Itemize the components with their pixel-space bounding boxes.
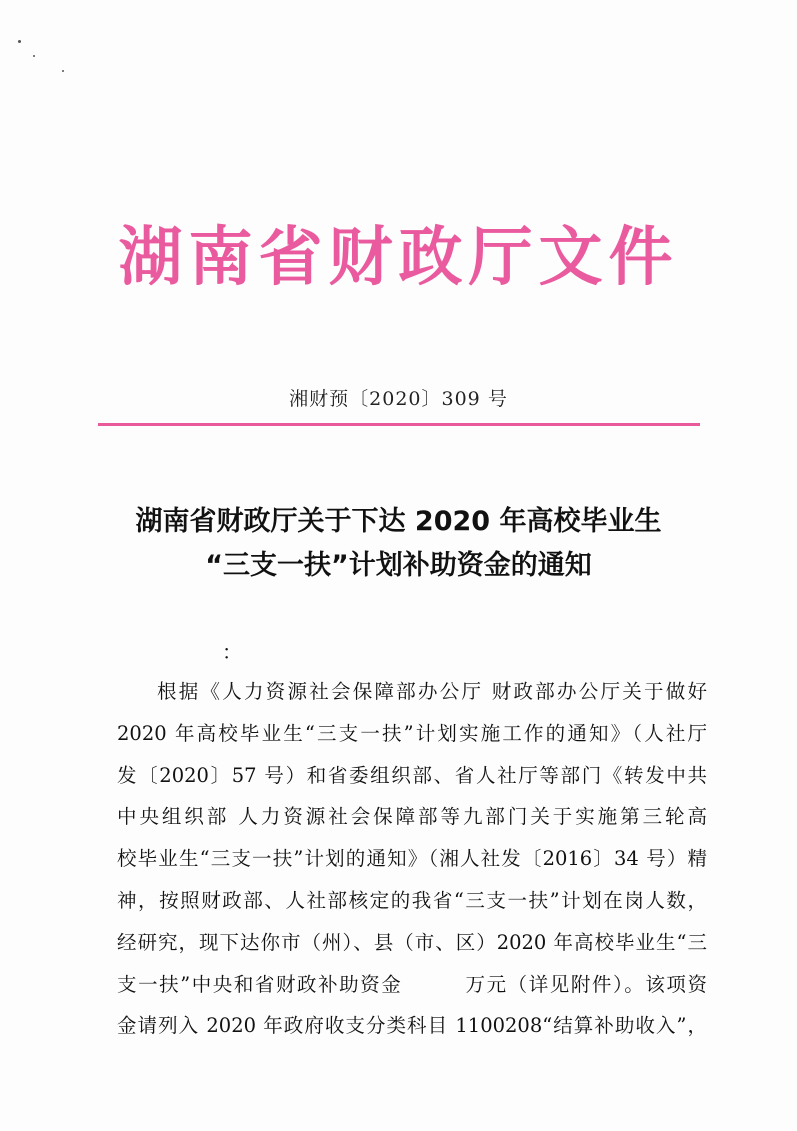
body-line: 2020 年高校毕业生“三支一扶”计划实施工作的通知》（人社厅 xyxy=(117,721,707,745)
document-masthead: 湖南省财政厅文件 xyxy=(118,221,679,295)
body-line: 根据《人力资源社会保障部办公厅 财政部办公厅关于做好 xyxy=(157,680,707,703)
document-title xyxy=(60,500,737,588)
body-line: 神，按照财政部、人社部核定的我省“三支一扶”计划在岗人数， xyxy=(117,888,707,912)
body-line: 发〔2020〕57 号）和省委组织部、省人社厅等部门《转发中共 xyxy=(117,763,707,787)
title-line: “三支一扶”计划补助资金的通知 xyxy=(205,550,592,581)
body-text xyxy=(117,671,707,1047)
document-number: 湘财预〔2020〕309 号 xyxy=(289,388,508,410)
masthead-separator-line xyxy=(98,423,700,426)
body-line: 金请列入 2020 年政府收支分类科目 1100208“结算补助收入”， xyxy=(117,1014,707,1038)
scan-speck xyxy=(18,40,21,43)
scan-speck xyxy=(62,70,64,72)
body-line: 中央组织部 人力资源社会保障部等九部门关于实施第三轮高 xyxy=(117,805,707,829)
title-line: 湖南省财政厅关于下达 2020 年高校毕业生 xyxy=(135,506,662,537)
body-line: 经研究，现下达你市（州）、县（市、区）2020 年高校毕业生“三 xyxy=(117,930,707,954)
scan-speck xyxy=(33,55,35,57)
salutation: ： xyxy=(222,640,242,664)
body-line: 校毕业生“三支一扶”计划的通知》（湘人社发〔2016〕34 号）精 xyxy=(117,847,707,871)
body-line: 支一扶”中央和省财政补助资金 万元（详见附件）。该项资 xyxy=(117,972,707,996)
